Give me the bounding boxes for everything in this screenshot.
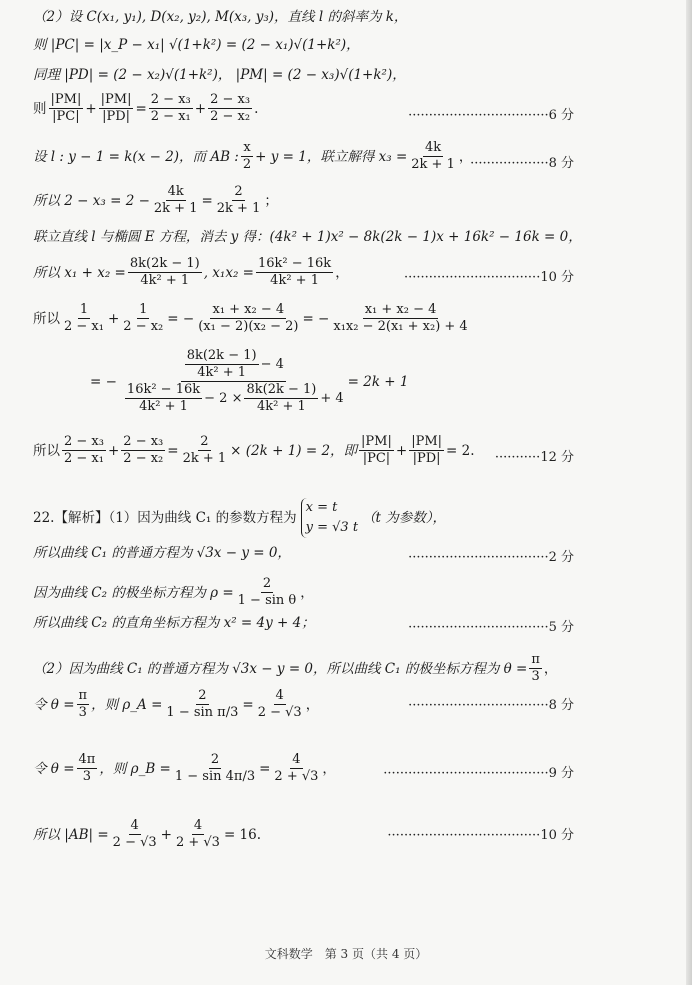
line-conclusion: 所以 $\frac{\text{2 − x₃}}{\text{2 − x₁}}$ + $\frac{\text{2 − x₃}}{\text{2 − x₂}}$ = $\frac{2}{2k + 1}$ × (2k + 1) = 2，即 $\frac{|PM|}{|PC|}$ + $\frac{|PM|}{|PD|}$ = 2. — [33, 434, 475, 466]
fraction: $\frac{\text{2 − x₃}}{\text{2 − x₂}}$ — [123, 434, 164, 466]
fraction: $\frac{4}{2 - √3}$ — [112, 818, 157, 850]
page-edge-shadow — [686, 0, 692, 985]
fraction: $\frac{\pi}{3}$ — [78, 688, 88, 720]
line-ab-length: 所以 |AB| = $\frac{4}{2 - √3}$ + $\frac{4}{2 + √3}$ = 16. — [33, 818, 262, 850]
fraction: $\frac{4k}{2k + 1}$ — [411, 140, 455, 172]
fraction: $\frac{2}{\text{1 − sin π/3}}$ — [166, 688, 239, 720]
line-ellipse-eq: 联立直线 l 与椭圆 E 方程，消去 y 得：(4k² + 1)x² − 8k(2k − 1)x + 16k² − 16k = 0， — [33, 229, 582, 245]
fraction: $\frac{8k(2k - 1)}{\text{4k² + 1}}$ — [129, 256, 200, 288]
score-8: ···················8 分 — [470, 156, 574, 171]
fraction: $\frac{4\pi}{3}$ — [78, 752, 96, 784]
line-x3: 设 l : y − 1 = k(x − 2)，而 AB : $\frac{x}{2}$ + y = 1，联立解得 x₃ = $\frac{4k}{2k + 1}$ ， — [33, 140, 473, 172]
parametric-system: x = t y = √3 t — [301, 498, 358, 538]
line-compound-fraction: = − $\frac{8k(2k - 1)}{\text{4k² + 1}}$ − 4 $\frac{\text{16k² − 16k}}{\text{4k² + 1}}$ − 2 × $\frac{8k(2k - 1)}{\text{4k² + 1}}$ + 4 = 2k + 1 — [90, 348, 409, 414]
score-10: ·································10 分 — [403, 270, 574, 285]
fraction: $\frac{4}{2 - √3}$ — [257, 688, 302, 720]
fraction: $\frac{\pi}{3}$ — [531, 652, 540, 684]
score-5: ··································5 分 — [408, 620, 574, 635]
fraction: $\frac{\text{2 − x₃}}{\text{2 − x₁}}$ — [64, 434, 104, 466]
fraction: $\frac{1}{\text{2 − x₂}}$ — [123, 302, 164, 334]
fraction: $\frac{2}{2k + 1}$ — [216, 184, 261, 216]
fraction: $\frac{\text{16k² − 16k}}{\text{4k² + 1}}$ — [257, 256, 332, 288]
fraction: $\frac{2}{1 - \sin 4\pi/3}$ — [174, 752, 256, 784]
line-setup: （2）设 C(x₁, y₁), D(x₂, y₂), M(x₃, y₃)，直线 l 的斜率为 k， — [33, 9, 408, 25]
fraction: $\frac{\text{x₁ + x₂ − 4}}{\text{x₁x₂ − 2(x₁ + x₂) + 4}}$ — [333, 302, 468, 334]
fraction: $\frac{|PM|}{|PC|}$ — [50, 92, 82, 124]
line-c2-polar: 因为曲线 C₂ 的极坐标方程为 ρ = $\frac{2}{\text{1 − sin θ}}$ ， — [33, 576, 314, 608]
line-c1-cartesian: 所以曲线 C₁ 的普通方程为 √3x − y = 0， — [33, 545, 291, 561]
line-pd-pm: 同理 |PD| = (2 − x₂)√(1+k²)， |PM| = (2 − x₃)√(1+k²)， — [33, 67, 406, 83]
score-9: ········································9 分 — [383, 766, 574, 781]
fraction: $\frac{2}{2k + 1}$ — [182, 434, 227, 466]
compound-fraction: $\frac{8k(2k - 1)}{\text{4k² + 1}}$ − 4 $\frac{\text{16k² − 16k}}{\text{4k² + 1}}$ − 2 × $\frac{8k(2k - 1)}{\text{4k² + 1}}$ + 4 — [126, 348, 344, 414]
fraction: $\frac{\text{16k² − 16k}}{\text{4k² + 1}}$ — [126, 382, 201, 414]
fraction: $\frac{8k(2k - 1)}{\text{4k² + 1}}$ — [186, 348, 257, 380]
fraction: $\frac{\text{2 − x₃}}{\text{2 − x₂}}$ — [210, 92, 251, 124]
score-10b: ·····································10 分 — [387, 828, 574, 843]
score-6: ··································6 分 — [408, 108, 574, 123]
fraction: $\frac{1}{\text{2 − x₁}}$ — [64, 302, 104, 334]
fraction: $\frac{|PM|}{|PD|}$ — [411, 434, 443, 466]
score-2: ··································2 分 — [408, 550, 574, 565]
line-reciprocal-sum: 所以 $\frac{1}{\text{2 − x₁}}$ + $\frac{1}{\text{2 − x₂}}$ = − $\frac{\text{x₁ + x₂ − 4}}{\text{(x₁ − 2)(x₂ − 2)}}$ = − $\frac{\text{x₁ + x₂ − 4}}{\text{x₁x₂ − 2(x₁ + x₂) + 4}}$ — [33, 302, 468, 334]
score-8b: ··································8 分 — [408, 698, 574, 713]
fraction: $\frac{4}{2 + √3}$ — [274, 752, 319, 784]
line-pc: 则 |PC| = |x_P − x₁| √(1+k²) = (2 − x₁)√(1+k²)， — [33, 37, 360, 53]
page-footer: 文科数学 第 3 页（共 4 页） — [264, 947, 428, 961]
score-12: ···········12 分 — [494, 450, 574, 465]
line-c2-cartesian: 所以曲线 C₂ 的直角坐标方程为 x² = 4y + 4； — [33, 615, 315, 631]
line-rho-a: 令 θ = $\frac{\pi}{3}$ ，则 ρ_A = $\frac{2}{\text{1 − sin π/3}}$ = $\frac{4}{2 - √3}$ ， — [33, 688, 320, 720]
line-vieta: 所以 x₁ + x₂ = $\frac{8k(2k - 1)}{\text{4k² + 1}}$ , x₁x₂ = $\frac{\text{16k² − 16k}}{\text{4k² + 1}}$ ， — [33, 256, 349, 288]
line-q22: 22.【解析】（1）因为曲线 C₁ 的参数方程为 x = t y = √3 t （t 为参数）， — [33, 498, 446, 538]
line-ratio-sum: 则 $\frac{|PM|}{|PC|}$ + $\frac{|PM|}{|PD|}$ = $\frac{\text{2 − x₃}}{\text{2 − x₁}}$ + $\frac{\text{2 − x₃}}{\text{2 − x₂}}$ . — [33, 92, 259, 124]
fraction: $\frac{|PM|}{|PD|}$ — [100, 92, 132, 124]
line-rho-b: 令 θ = $\frac{4\pi}{3}$ ，则 ρ_B = $\frac{2}{1 - \sin 4\pi/3}$ = $\frac{4}{2 + √3}$ ， — [33, 752, 336, 784]
line-c1-polar: （2）因为曲线 C₁ 的普通方程为 √3x − y = 0，所以曲线 C₁ 的极坐标方程为 θ = $\frac{\pi}{3}$ ， — [33, 652, 558, 684]
fraction: $\frac{4}{2 + √3}$ — [175, 818, 220, 850]
fraction: $\frac{\text{x₁ + x₂ − 4}}{\text{(x₁ − 2)(x₂ − 2)}}$ — [198, 302, 299, 334]
fraction: $\frac{8k(2k - 1)}{\text{4k² + 1}}$ — [246, 382, 317, 414]
fraction: $\frac{x}{2}$ — [242, 140, 252, 172]
fraction: $\frac{2}{\text{1 − sin θ}}$ — [237, 576, 297, 608]
fraction: $\frac{|PM|}{|PC|}$ — [361, 434, 392, 466]
fraction: $\frac{\text{2 − x₃}}{\text{2 − x₁}}$ — [150, 92, 191, 124]
line-2-x3: 所以 2 − x₃ = 2 − $\frac{4k}{2k + 1}$ = $\frac{2}{2k + 1}$ ； — [33, 184, 278, 216]
fraction: $\frac{4k}{2k + 1}$ — [153, 184, 198, 216]
